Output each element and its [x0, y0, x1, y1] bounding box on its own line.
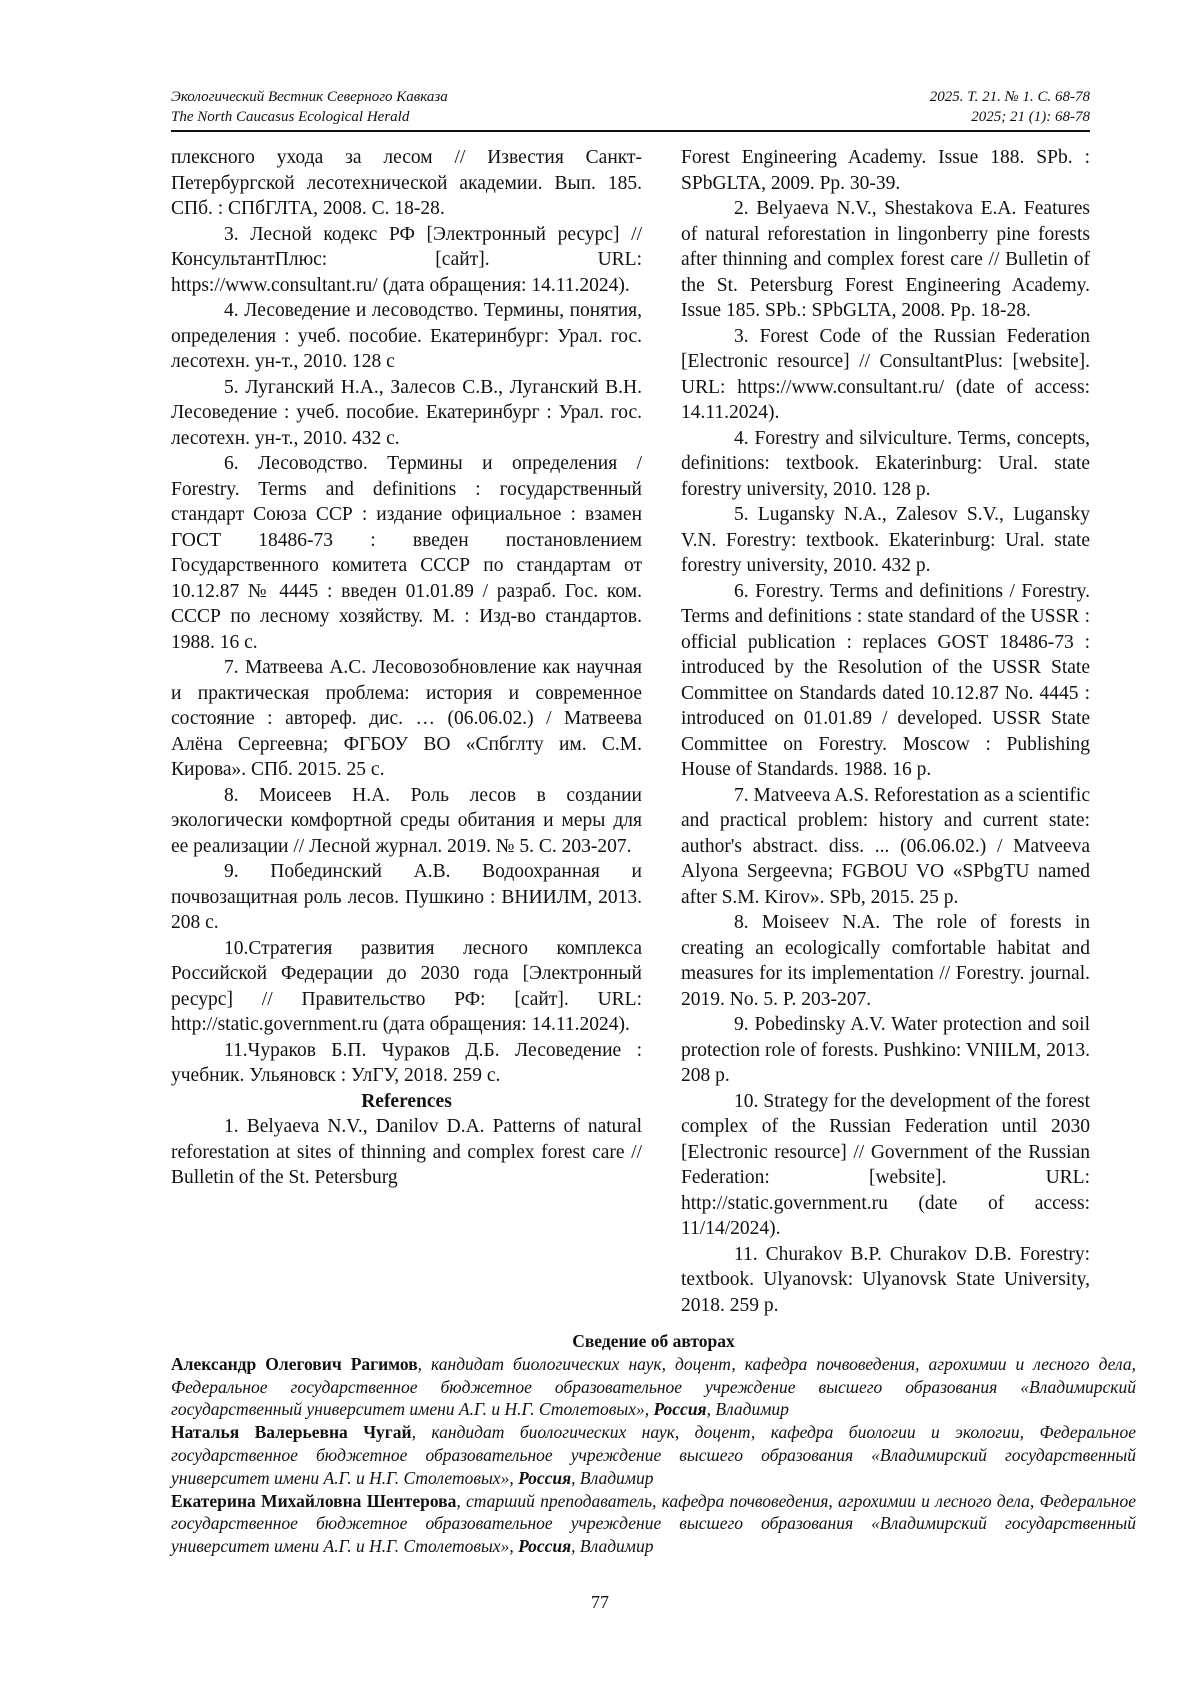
author-city: , Владимир	[706, 1399, 789, 1420]
ref-ru-6: 6. Лесоводство. Термины и определения / Forestry. Terms and definitions : государственный стандарт Союза ССР : издание официальное : взамен ГОСТ 18486-73 : введен постановлением Государственного комитета СССР по стандартам от 10.12.87 № 4445 : введен 01.01.89 / разраб. Гос. ком. СССР по лесному хозяйству. М. : Изд-во стандартов. 1988. 16 с.	[171, 453, 642, 653]
ref-ru-4: 4. Лесоведение и лесоводство. Термины, понятия, определения : учеб. пособие. Екатеринбург: Урал. гос. лесотехн. ун-т., 2010. 128 с	[171, 300, 642, 372]
author-entry	[171, 1421, 1136, 1489]
ref-ru-3: 3. Лесной кодекс РФ [Электронный ресурс] // КонсультантПлюс: [сайт]. URL: https://www.consultant.ru/ (дата обращения: 14.11.2024).	[171, 223, 642, 296]
author-entry	[171, 1353, 1136, 1421]
ref-en-9: 9. Pobedinsky A.V. Water protection and soil protection role of forests. Pushkino: VNIILM, 2013. 208 p.	[681, 1014, 1090, 1086]
author-entry	[171, 1490, 1136, 1558]
author-name: Наталья Валерьевна Чугай	[171, 1422, 412, 1443]
journal-title-en: The North Caucasus Ecological Herald	[171, 109, 410, 125]
author-city: , Владимир	[571, 1536, 654, 1557]
author-name: Екатерина Михайловна Шентерова	[171, 1490, 457, 1511]
right-column	[681, 145, 1090, 1318]
ref-en-1-continued: Forest Engineering Academy. Issue 188. SPb. : SPbGLTA, 2009. Pp. 30-39.	[681, 147, 1090, 194]
header-rule	[171, 130, 1090, 132]
ref-ru-7: 7. Матвеева А.С. Лесовозобновление как научная и практическая проблема: история и современное состояние : автореф. дис. … (06.06.02.) / Матвеева Алёна Сергеевна; ФГБОУ ВО «Спбглту им. С.М. Кирова». СПб. 2015. 25 с.	[171, 657, 642, 780]
issue-info-ru: 2025. Т. 21. № 1. С. 68-78	[929, 89, 1090, 105]
ref-en-1: 1. Belyaeva N.V., Danilov D.A. Patterns of natural reforestation at sites of thinning and complex forest care // Bulletin of the St. Petersburg	[171, 1116, 642, 1188]
ref-en-2: 2. Belyaeva N.V., Shestakova E.A. Features of natural reforestation in lingonberry pine forests after thinning and complex forest care // Bulletin of the St. Petersburg Forest Engineering Academy. Issue 185. SPb.: SPbGLTA, 2008. Pp. 18-28.	[681, 198, 1090, 321]
ref-ru-10: 10.Стратегия развития лесного комплекса Российской Федерации до 2030 года [Электронный ресурс] // Правительство РФ: [сайт]. URL: http://static.government.ru (дата обращения: 14.11.2024).	[171, 937, 642, 1035]
ref-ru-5: 5. Луганский Н.А., Залесов С.В., Луганский В.Н. Лесоведение : учеб. пособие. Екатеринбург : Урал. гос. лесотехн. ун-т., 2010. 432 с.	[171, 376, 642, 449]
references-heading: References	[361, 1090, 452, 1112]
author-affiliation: , кандидат биологических наук, доцент, кафедра почвоведения, агрохимии и лесного дела, Федеральное государственное бюджетное образовательное учреждение высшего образования «Владимирский государственный университет имени А.Г. и Н.Г. Столетовых»,	[171, 1353, 1136, 1420]
author-country: Россия	[653, 1399, 707, 1420]
ref-ru-2-continued: плексного ухода за лесом // Известия СанктПетербургской лесотехнической академии. Вып. 185. СПб. : СПбГЛТА, 2008. С. 18-28.	[171, 147, 642, 219]
running-header-line-1	[171, 88, 1090, 107]
ref-en-5: 5. Lugansky N.A., Zalesov S.V., Lugansky V.N. Forestry: textbook. Ekaterinburg: Ural. state forestry university, 2010. 432 p.	[681, 504, 1090, 576]
ref-ru-8: 8. Моисеев Н.А. Роль лесов в создании экологически комфортной среды обитания и меры для ее реализации // Лесной журнал. 2019. № 5. С. 203-207.	[171, 784, 642, 857]
ref-en-10: 10. Strategy for the development of the forest complex of the Russian Federation until 2030 [Electronic resource] // Government of the Russian Federation: [website]. URL: http://static.government.ru (date of access: 11/14/2024).	[681, 1090, 1090, 1239]
ref-en-3: 3. Forest Code of the Russian Federation [Electronic resource] // ConsultantPlus: [website]. URL: https://www.consultant.ru/ (date of access: 14.11.2024).	[681, 325, 1090, 423]
journal-title-ru: Экологический Вестник Северного Кавказа	[171, 89, 448, 105]
author-affiliation: , старший преподаватель, кафедра почвоведения, агрохимии и лесного дела, Федеральное государственное бюджетное образовательное учреждение высшего образования «Владимирский государственный университет имени А.Г. и Н.Г. Столетовых»,	[171, 1490, 1136, 1557]
authors-section	[171, 1330, 1136, 1558]
ref-en-7: 7. Matveeva A.S. Reforestation as a scientific and practical problem: history and current state: author's abstract. diss. ... (06.06.02.) / Matveeva Alyona Sergeevna; FGBOU VO «SPbgTU named after S.M. Kirov». SPb, 2015. 25 p.	[681, 784, 1090, 908]
running-header-line-2	[171, 108, 1090, 127]
issue-info-en: 2025; 21 (1): 68-78	[971, 109, 1090, 125]
ref-ru-11: 11.Чураков Б.П. Чураков Д.Б. Лесоведение : учебник. Ульяновск : УлГУ, 2018. 259 с.	[171, 1039, 642, 1086]
author-city: , Владимир	[571, 1467, 654, 1488]
author-name: Александр Олегович Рагимов	[171, 1353, 418, 1374]
ref-en-11: 11. Churakov B.P. Churakov D.B. Forestry: textbook. Ulyanovsk: Ulyanovsk State University, 2018. 259 p.	[681, 1243, 1090, 1316]
authors-heading: Сведение об авторах	[572, 1331, 735, 1351]
author-affiliation: , кандидат биологических наук, доцент, кафедра биологии и экологии, Федеральное государственное бюджетное образовательное учреждение высшего образования «Владимирский государственный университет имени А.Г. и Н.Г. Столетовых»,	[171, 1422, 1136, 1488]
ref-ru-9: 9. Побединский А.В. Водоохранная и почвозащитная роль лесов. Пушкино : ВНИИЛМ, 2013. 208 с.	[171, 861, 642, 933]
left-column	[171, 145, 642, 1191]
ref-en-8: 8. Moiseev N.A. The role of forests in creating an ecologically comfortable habitat and measures for its implementation // Forestry. journal. 2019. No. 5. P. 203-207.	[681, 912, 1090, 1010]
ref-en-6: 6. Forestry. Terms and definitions / Forestry. Terms and definitions : state standard of the USSR : official publication : replaces GOST 18486-73 : introduced by the Resolution of the USSR State Committee on Standards dated 10.12.87 No. 4445 : introduced on 01.01.89 / developed. USSR State Committee on Forestry. Moscow : Publishing House of Standards. 1988. 16 p.	[681, 580, 1090, 780]
ref-en-4: 4. Forestry and silviculture. Terms, concepts, definitions: textbook. Ekaterinburg: Ural. state forestry university, 2010. 128 p.	[681, 427, 1090, 500]
author-country: Россия	[518, 1536, 572, 1557]
author-country: Россия	[518, 1467, 572, 1488]
page-number: 77	[591, 1592, 609, 1612]
